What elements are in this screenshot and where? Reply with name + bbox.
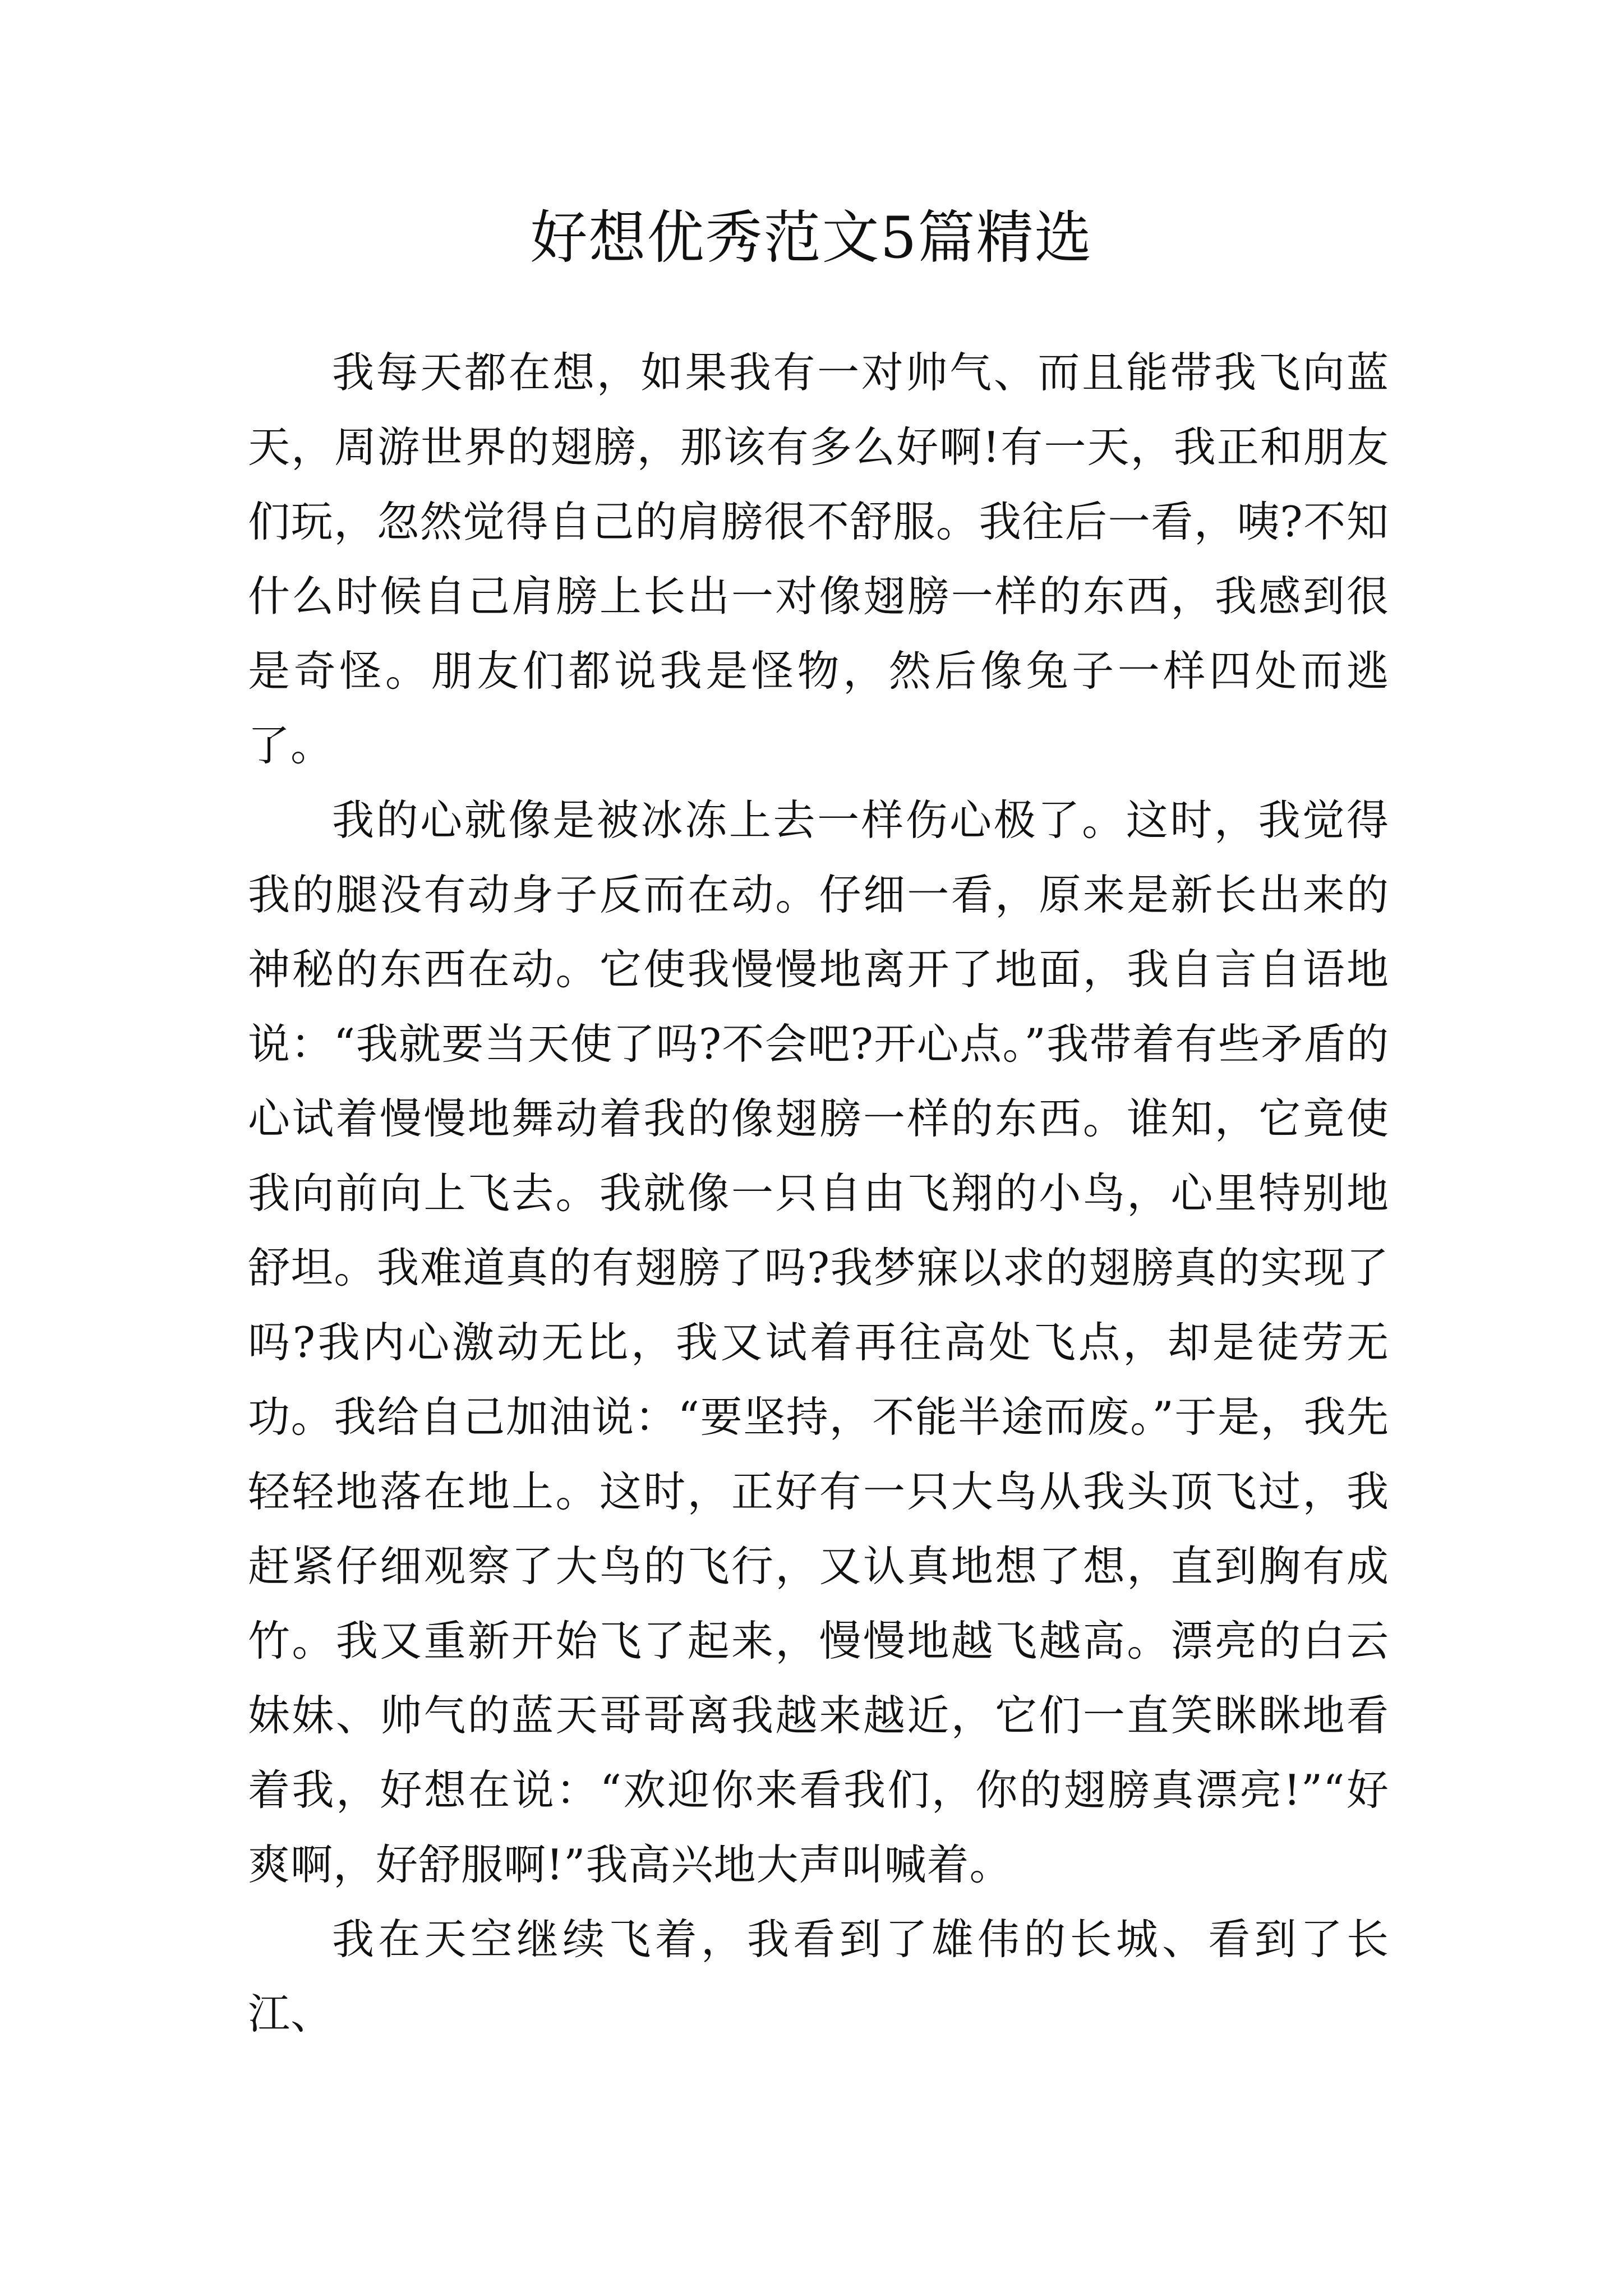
- article-body: [248, 335, 1389, 2051]
- page-title: 好想优秀范文5篇精选: [530, 205, 1093, 272]
- paragraph-2: 我的心就像是被冰冻上去一样伤心极了。这时，我觉得我的腿没有动身子反而在动。仔细一看，原来是新长出来的神秘的东西在动。它使我慢慢地离开了地面，我自言自语地说：“我就要当天使了吗?不会吧?开心点。”我带着有些矛盾的心试着慢慢地舞动着我的像翅膀一样的东西。谁知，它竟使我向前向上飞去。我就像一只自由飞翔的小鸟，心里特别地舒坦。我难道真的有翅膀了吗?我梦寐以求的翅膀真的实现了吗?我内心激动无比，我又试着再往高处飞点，却是徒劳无功。我给自己加油说：“要坚持，不能半途而废。”于是，我先轻轻地落在地上。这时，正好有一只大鸟从我头顶飞过，我赶紧仔细观察了大鸟的飞行，又认真地想了想，直到胸有成竹。我又重新开始飞了起来，慢慢地越飞越高。漂亮的白云妹妹、帅气的蓝天哥哥离我越来越近，它们一直笑眯眯地看着我，好想在说：“欢迎你来看我们，你的翅膀真漂亮!”“好爽啊，好舒服啊!”我高兴地大声叫喊着。: [248, 795, 1389, 1889]
- paragraph-1: 我每天都在想，如果我有一对帅气、而且能带我飞向蓝天，周游世界的翅膀，那该有多么好啊!有一天，我正和朋友们玩，忽然觉得自己的肩膀很不舒服。我往后一看，咦?不知什么时候自己肩膀上长出一对像翅膀一样的东西，我感到很是奇怪。朋友们都说我是怪物，然后像兔子一样四处而逃了。: [248, 348, 1389, 770]
- paragraph-3: 我在天空继续飞着，我看到了雄伟的长城、看到了长江、: [248, 1915, 1389, 2039]
